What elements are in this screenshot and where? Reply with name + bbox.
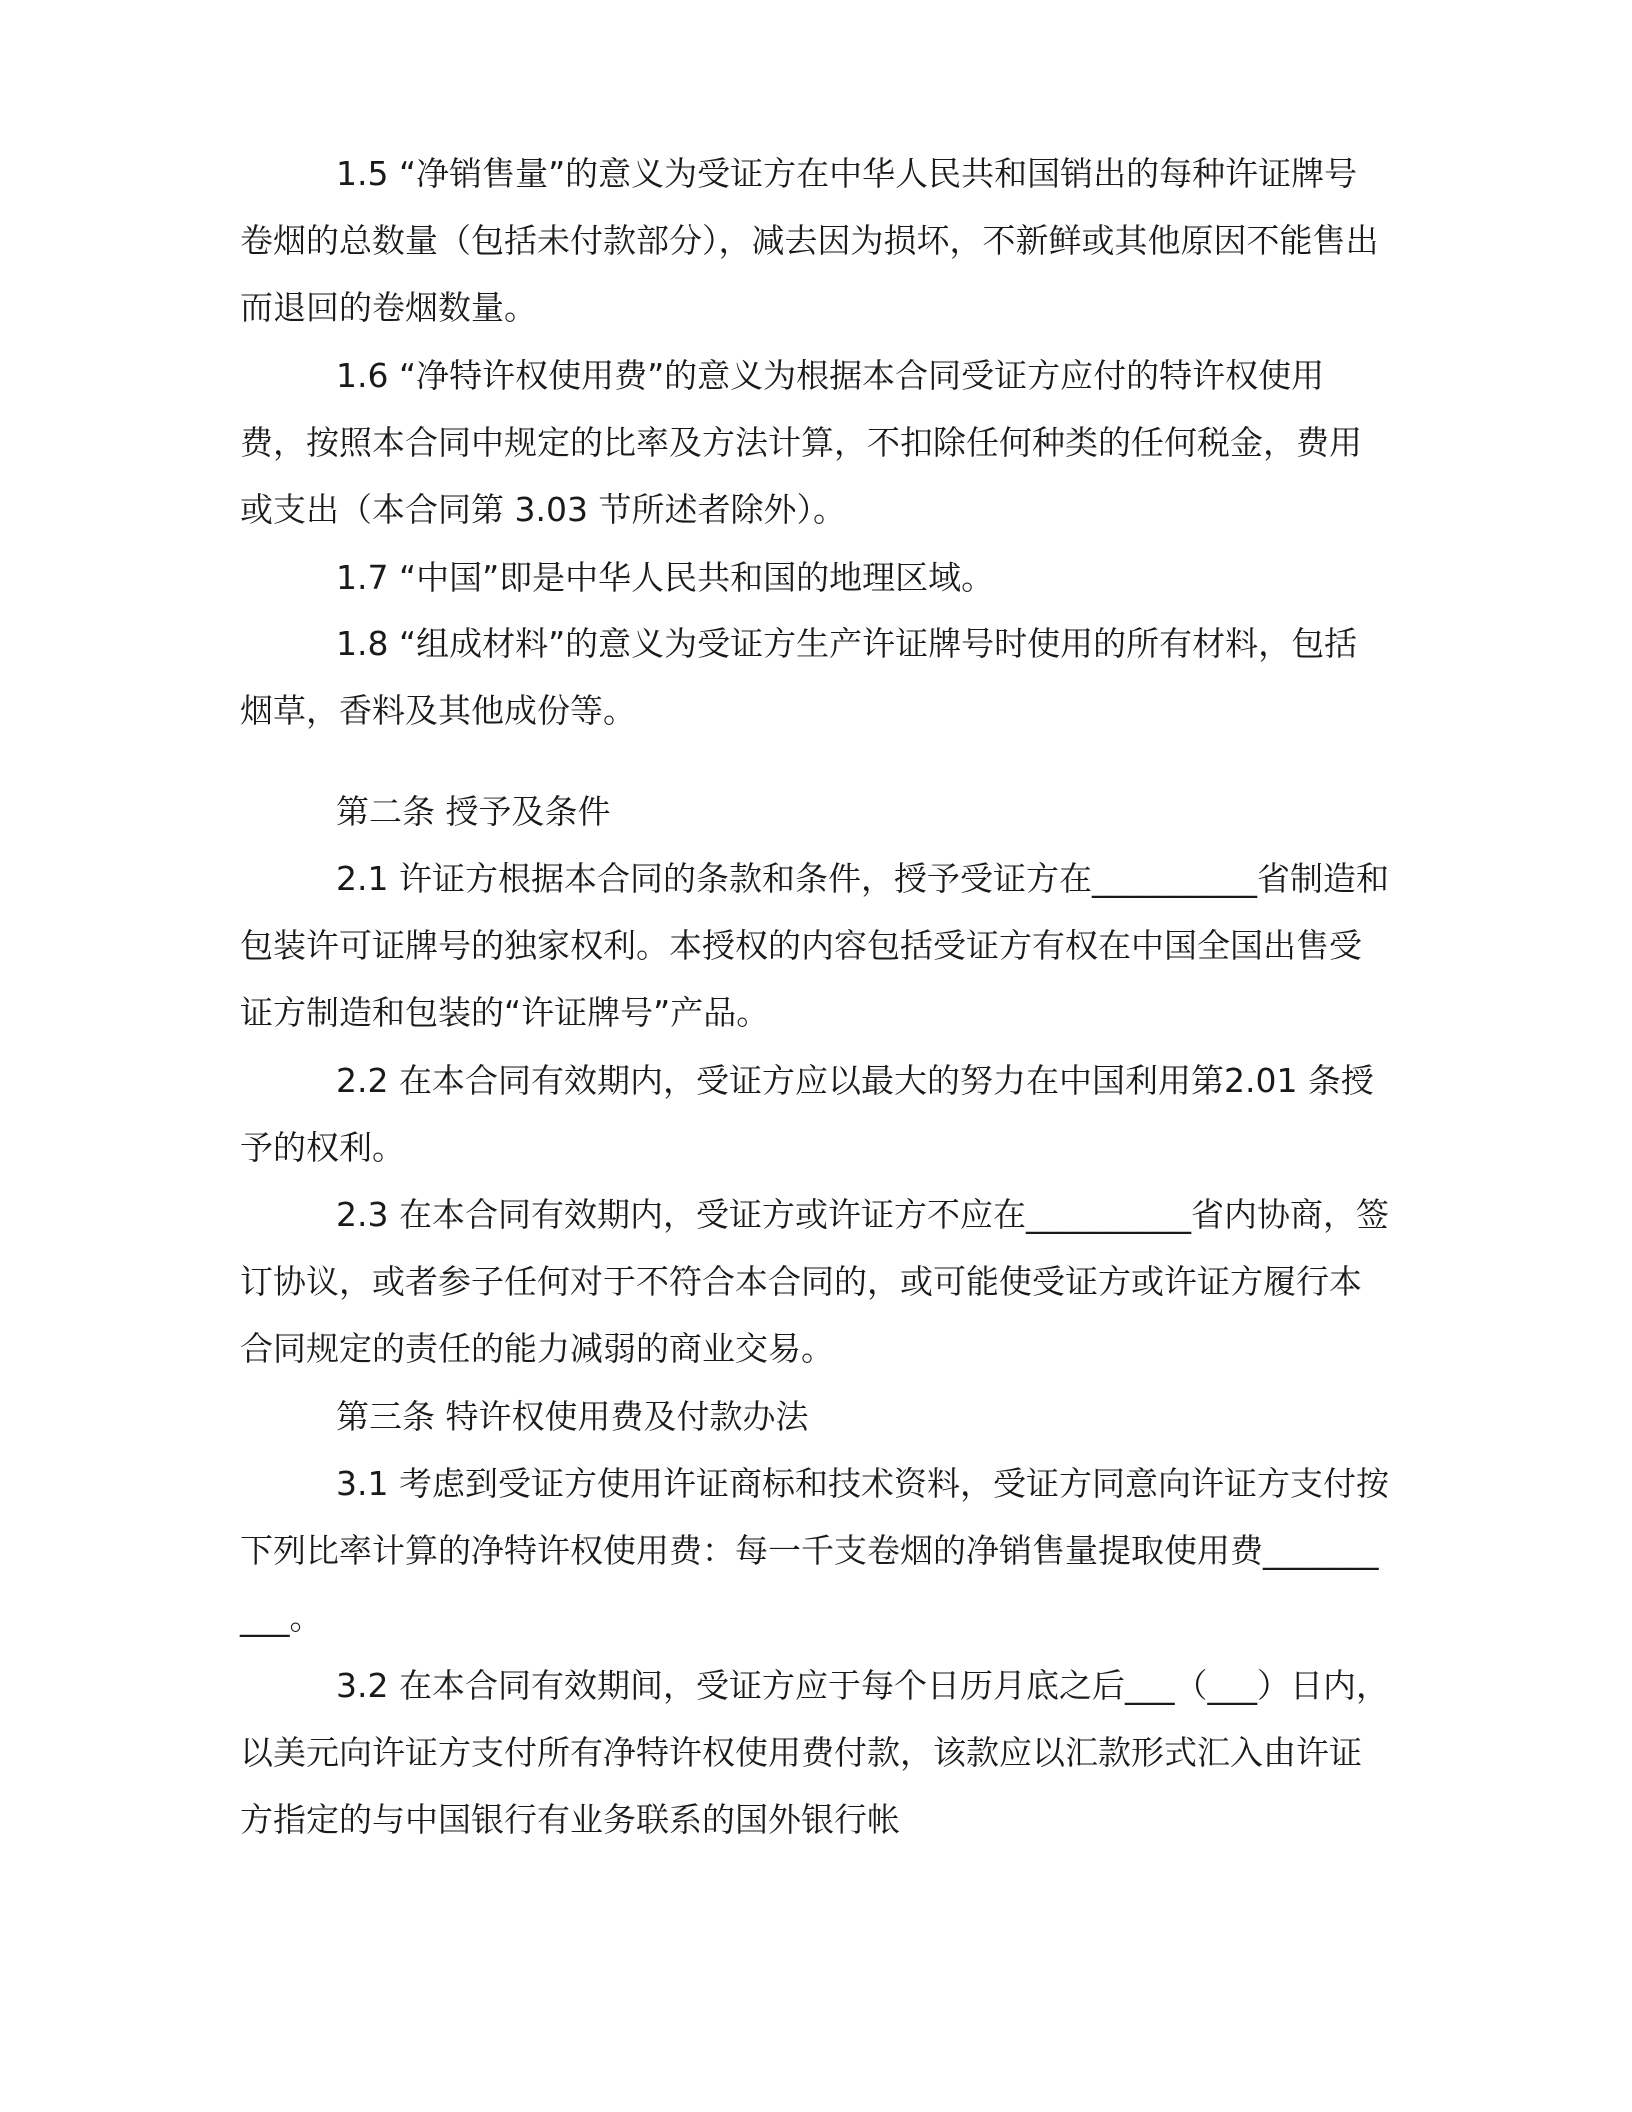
clause-2-3: 2.3 在本合同有效期内，受证方或许证方不应在__________省内协商，签订协议，或者参子任何对于不符合本合同的，或可能使受证方或许证方履行本合同规定的责任的能力减弱的商业交易。 bbox=[240, 1195, 1389, 1368]
clause-3-2: 3.2 在本合同有效期间，受证方应于每个日历月底之后___（___）日内，以美元向许证方支付所有净特许权使用费付款，该款应以汇款形式汇入由许证方指定的与中国银行有业务联系的国外银行帐 bbox=[240, 1666, 1389, 1839]
clause-3-1: 3.1 考虑到受证方使用许证商标和技术资料，受证方同意向许证方支付按下列比率计算的净特许权使用费：每一千支卷烟的净销售量提取使用费__________。 bbox=[240, 1464, 1389, 1637]
clause-1-5: 1.5 “净销售量”的意义为受证方在中华人民共和国销出的每种许证牌号卷烟的总数量（包括未付款部分），减去因为损坏，不新鲜或其他原因不能售出而退回的卷烟数量。 bbox=[240, 154, 1379, 327]
article-2-heading: 第二条 授予及条件 bbox=[336, 792, 611, 831]
clause-1-6: 1.6 “净特许权使用费”的意义为根据本合同受证方应付的特许权使用费，按照本合同中规定的比率及方法计算，不扣除任何种类的任何税金，费用或支出（本合同第 3.03 节所述者除外）。 bbox=[240, 356, 1362, 529]
article-3-heading: 第三条 特许权使用费及付款办法 bbox=[336, 1397, 809, 1436]
clause-2-2: 2.2 在本合同有效期内，受证方应以最大的努力在中国利用第2.01 条授予的权利。 bbox=[240, 1061, 1374, 1167]
clause-1-7: 1.7 “中国”即是中华人民共和国的地理区域。 bbox=[336, 558, 995, 597]
clause-2-1: 2.1 许证方根据本合同的条款和条件，授予受证方在__________省制造和包装许可证牌号的独家权利。本授权的内容包括受证方有权在中国全国出售受证方制造和包装的“许证牌号”产品。 bbox=[240, 859, 1389, 1032]
clause-1-8: 1.8 “组成材料”的意义为受证方生产许证牌号时使用的所有材料，包括烟草，香料及其他成份等。 bbox=[240, 624, 1358, 730]
